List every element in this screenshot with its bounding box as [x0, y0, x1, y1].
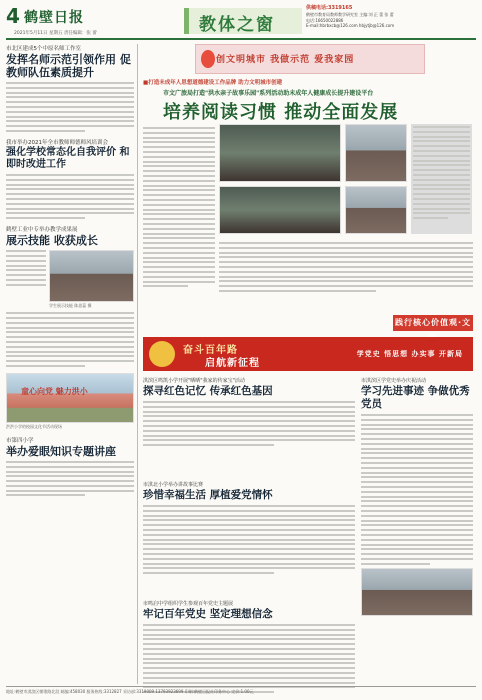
article-body [6, 312, 134, 367]
festival-photo-text: 童心向党 魅力洪小 [21, 386, 88, 396]
article-body [143, 505, 355, 574]
masthead [6, 4, 476, 40]
practice-badge: 践行核心价值观·文 [393, 315, 473, 331]
lead-subkicker: 市文广旅局打造"洪水亲子故事乐园"系列活动助未成年人健康成长提升建设平台 [163, 90, 374, 97]
story-headline: 珍惜幸福生活 厚植爱党情怀 [143, 489, 273, 501]
left-column [6, 44, 138, 684]
article-body [6, 250, 46, 309]
story-kicker: 市北区建成5个中原名师工作室 [6, 46, 82, 52]
lead-headline: 培养阅读习惯 推动全面发展 [163, 102, 399, 123]
story-school-festival [6, 373, 134, 430]
right-area [143, 44, 476, 684]
contact-editors: 鹤壁市教育局教师教学研究室 主编:刘 正 蕾 张 蕾 [306, 11, 394, 17]
reading-photo-3 [219, 186, 341, 234]
story-kicker: 淇滨区鸣凯小学开展"晒晒"我家的传家宝"活动 [143, 378, 245, 384]
reading-photo-1 [219, 124, 341, 182]
story-headline: 强化学校常态化自我评价 和即时改进工作 [6, 146, 130, 170]
festival-photo [6, 373, 134, 423]
story-kicker: 市鸣启中学组织学生参观百年党史主题展 [143, 601, 234, 607]
date-line: 2021年5月11日 星期五 责任编辑：张 蕾 [14, 31, 97, 36]
slogan-banner [195, 44, 425, 74]
contact-info [306, 6, 476, 29]
lead-side-text [411, 124, 472, 234]
article-body [6, 174, 134, 219]
contact-tel: 电话:16650022886 [306, 17, 344, 23]
party-banner [143, 337, 473, 371]
article-body [6, 82, 134, 132]
story-kicker: 我市举办2021年全市教师师德师风培训会 [6, 139, 108, 146]
page-number: 4 [6, 4, 20, 28]
article-body [143, 624, 355, 693]
story-kicker: 市第四小学 [6, 437, 34, 444]
story-study-heroes [361, 377, 473, 616]
contact-email: E-mail:hbrbxcb@126.com hbjytjb@126.com [306, 23, 395, 29]
story-kicker: 市淇北小学举办讲故事比赛 [143, 482, 204, 488]
story-headline: 发挥名师示范引领作用 促教师队伍素质提升 [6, 53, 131, 79]
story-storytelling [143, 481, 355, 577]
photo-caption: 学生展示技能 陈思蕊 摄 [49, 303, 92, 309]
story-history-exhibit [143, 600, 355, 696]
lead-kicker: ■打造未成年人思想道德建设工作品牌 助力文明城市创建 [143, 80, 283, 86]
skills-photo [49, 250, 134, 302]
story-eye-care [6, 436, 134, 497]
story-headline: 牢记百年党史 坚定理想信念 [143, 608, 273, 620]
photo-caption: 洪洪小学的校园文化节活动现场 [6, 423, 62, 429]
footer: 地址:鹤壁市淇滨区朝歌路北段 邮编:458030 服务热线:3312827 采访部:3319009 13793923699 印刷:鹤壁日报社印务中心 定价:1.00元 [6, 686, 476, 696]
reading-photo-2 [345, 124, 407, 182]
story-headline: 举办爱眼知识专题讲座 [6, 444, 116, 458]
banner-slogan: 学党史 悟思想 办实事 开新局 [356, 350, 463, 358]
paper-logo: 鹤壁日报 [24, 10, 84, 26]
lead-article-body [143, 127, 215, 290]
slogan-text: 创文明城市 我做示范 爱我家园 [216, 55, 355, 65]
story-red-heritage [143, 377, 355, 449]
article-body [143, 401, 355, 446]
banner-line1: 奋斗百年路 [183, 345, 238, 356]
story-kicker: 市淇滨区学党史举办庆祝活动 [361, 378, 427, 384]
story-headline: 探寻红色记忆 传承红色基因 [143, 385, 273, 397]
study-photo [361, 568, 473, 616]
story-ethics-training [6, 138, 134, 219]
story-skills-show [6, 225, 134, 367]
party-emblem-icon [149, 341, 175, 367]
contact-phone: 供稿电话:3319165 [306, 5, 353, 11]
article-body [6, 461, 134, 497]
story-mentor-studio [6, 44, 134, 132]
flower-icon [201, 50, 215, 68]
reading-photo-4 [345, 186, 407, 234]
banner-line2: 启航新征程 [205, 358, 260, 369]
lead-article-continued [219, 242, 473, 295]
section-banner [184, 8, 302, 34]
article-body [361, 414, 473, 565]
story-headline: 学习先进事迹 争做优秀党员 [361, 385, 470, 410]
section-title: 教体之窗 [199, 15, 275, 35]
story-kicker: 鹤壁工业中专举办教学成果展 [6, 227, 78, 234]
story-headline: 展示技能 收获成长 [6, 234, 98, 248]
